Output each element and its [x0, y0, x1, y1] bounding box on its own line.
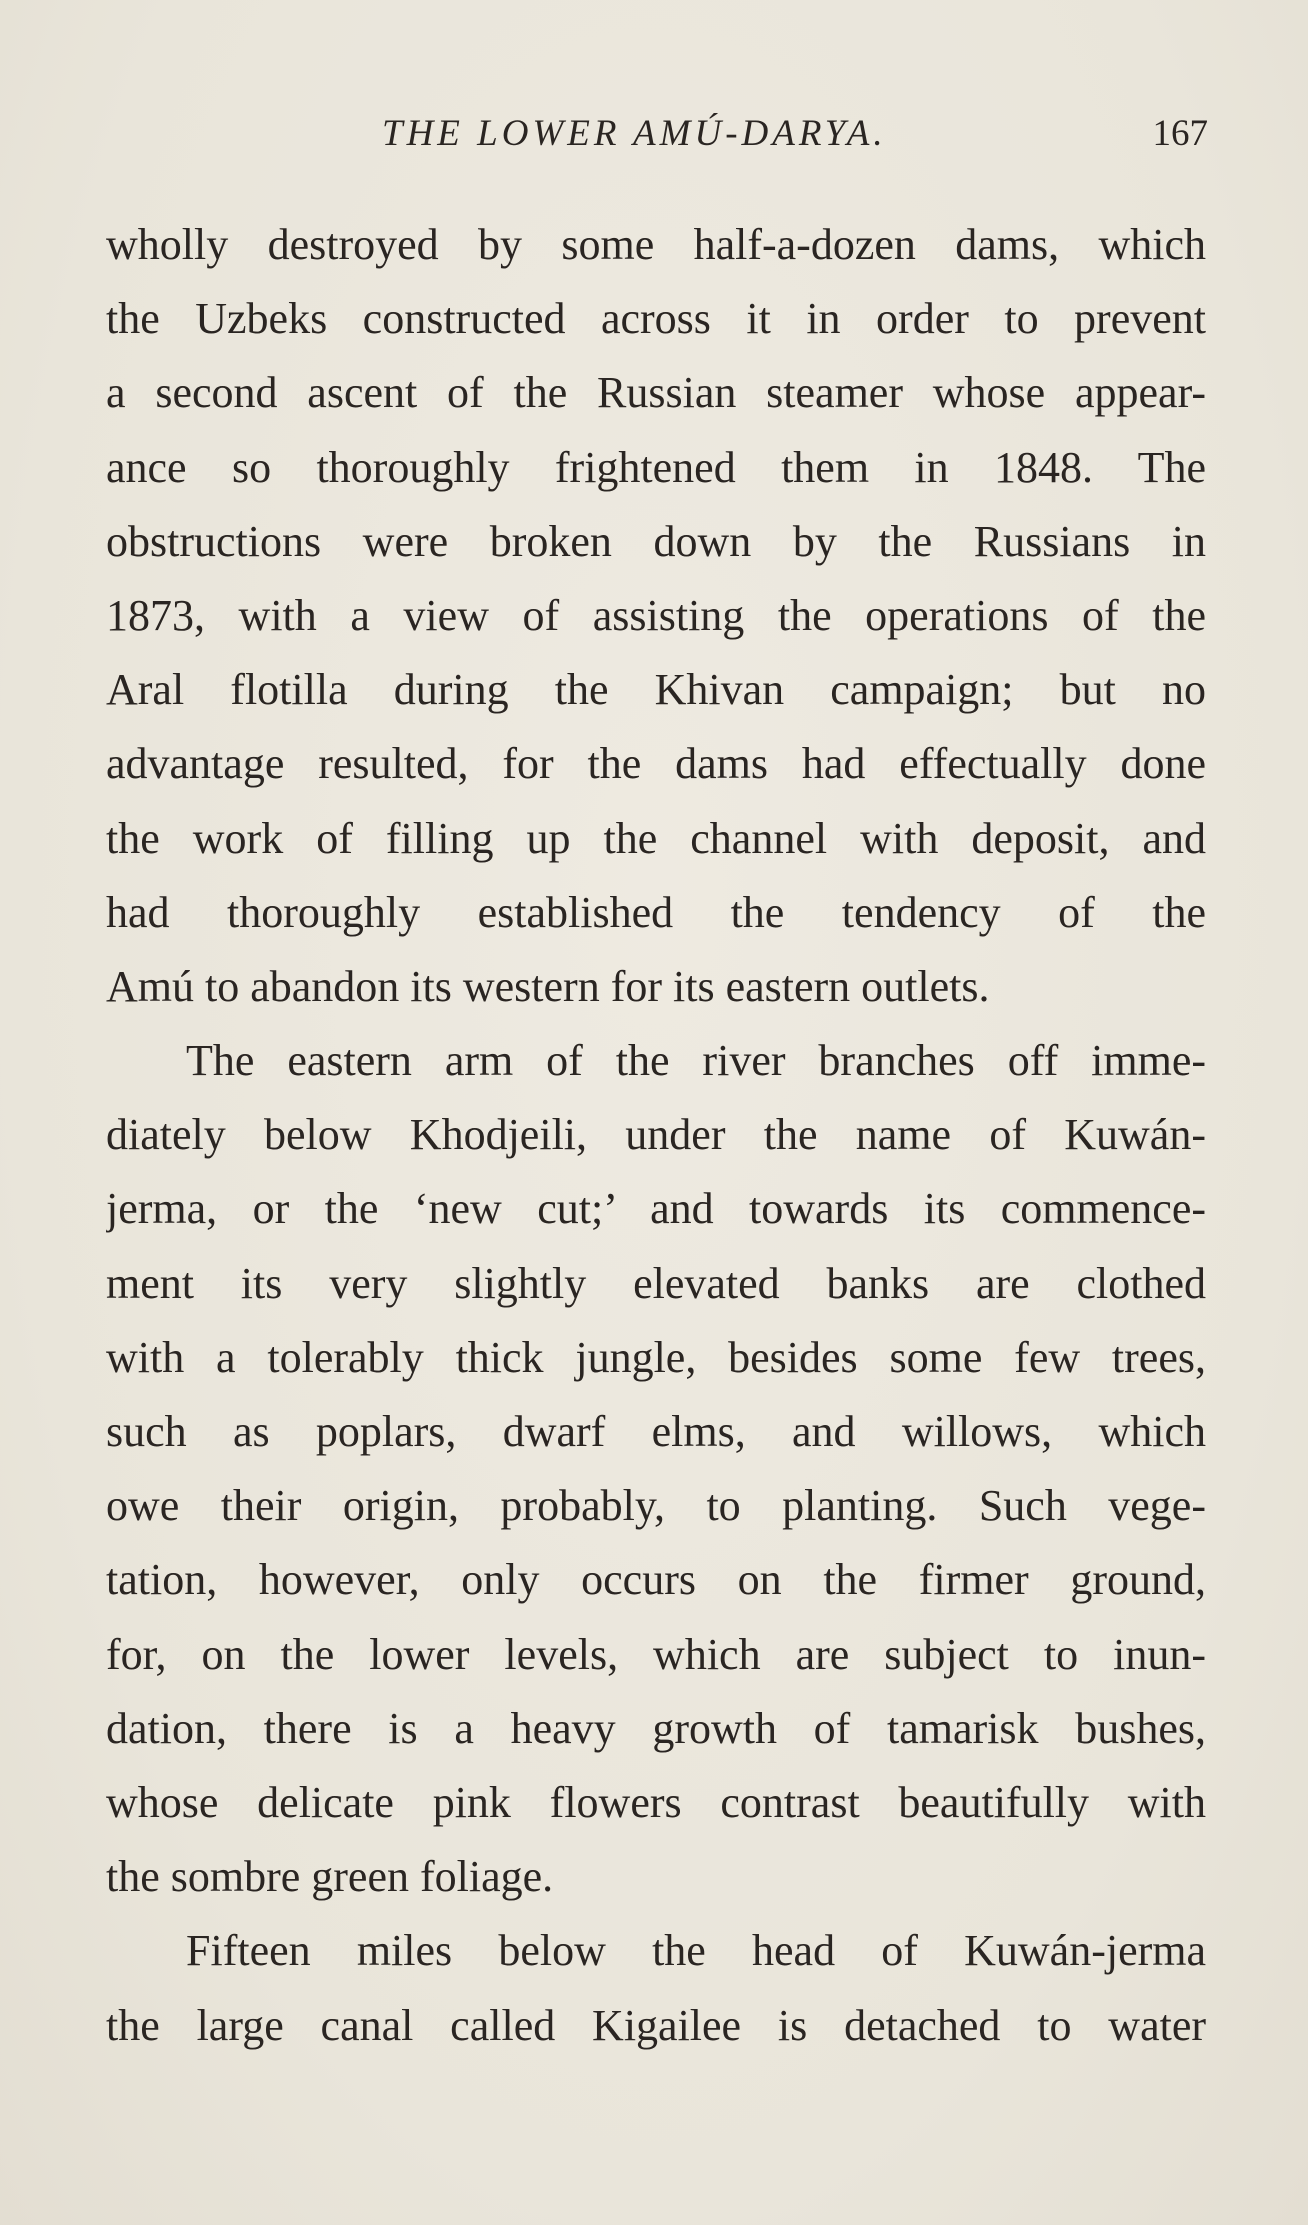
text-line: ment its very slightly elevated banks are clothed [106, 1258, 1206, 1308]
text-line: for, on the lower levels, which are subject to inun- [106, 1629, 1206, 1679]
text-line: 1873, with a view of assisting the operations of the [106, 590, 1206, 640]
text-line: owe their origin, probably, to planting. Such vege- [106, 1481, 1206, 1531]
running-head [0, 112, 1308, 162]
text-line: had thoroughly established the tendency of the [106, 887, 1206, 937]
text-line: wholly destroyed by some half-a-dozen dams, which [106, 220, 1206, 269]
text-line: tation, however, only occurs on the firmer ground, [106, 1555, 1206, 1605]
text-line: ance so thoroughly frightened them in 1848. The [106, 442, 1206, 492]
text-line: the work of filling up the channel with deposit, and [106, 813, 1206, 863]
text-line: jerma, or the ‘new cut;’ and towards its commence- [106, 1184, 1206, 1234]
body-text [106, 208, 1206, 2063]
text-line: the Uzbeks constructed across it in order to prevent [106, 294, 1206, 344]
text-line: the large canal called Kigailee is detached to water [106, 2000, 1206, 2050]
text-line: diately below Khodjeili, under the name of Kuwán- [106, 1110, 1206, 1160]
text-line: with a tolerably thick jungle, besides some few trees, [106, 1332, 1206, 1382]
text-line: dation, there is a heavy growth of tamarisk bushes, [106, 1703, 1206, 1753]
text-line: a second ascent of the Russian steamer whose appear- [106, 368, 1206, 418]
text-line: Amú to abandon its western for its eastern outlets. [106, 961, 990, 1011]
text-line: such as poplars, dwarf elms, and willows, which [106, 1407, 1206, 1456]
text-line: Aral flotilla during the Khivan campaign; but no [106, 665, 1206, 715]
text-line: the sombre green foliage. [106, 1852, 554, 1902]
page-number: 167 [1152, 113, 1208, 154]
text-line: whose delicate pink flowers contrast beautifully with [106, 1777, 1206, 1827]
running-title: THE LOWER AMÚ-DARYA. [382, 113, 887, 154]
text-line: Fifteen miles below the head of Kuwán-jerma [186, 1926, 1206, 1976]
text-line: obstructions were broken down by the Russians in [106, 516, 1206, 566]
text-line: The eastern arm of the river branches off imme- [186, 1036, 1206, 1086]
text-line: advantage resulted, for the dams had effectually done [106, 739, 1206, 789]
